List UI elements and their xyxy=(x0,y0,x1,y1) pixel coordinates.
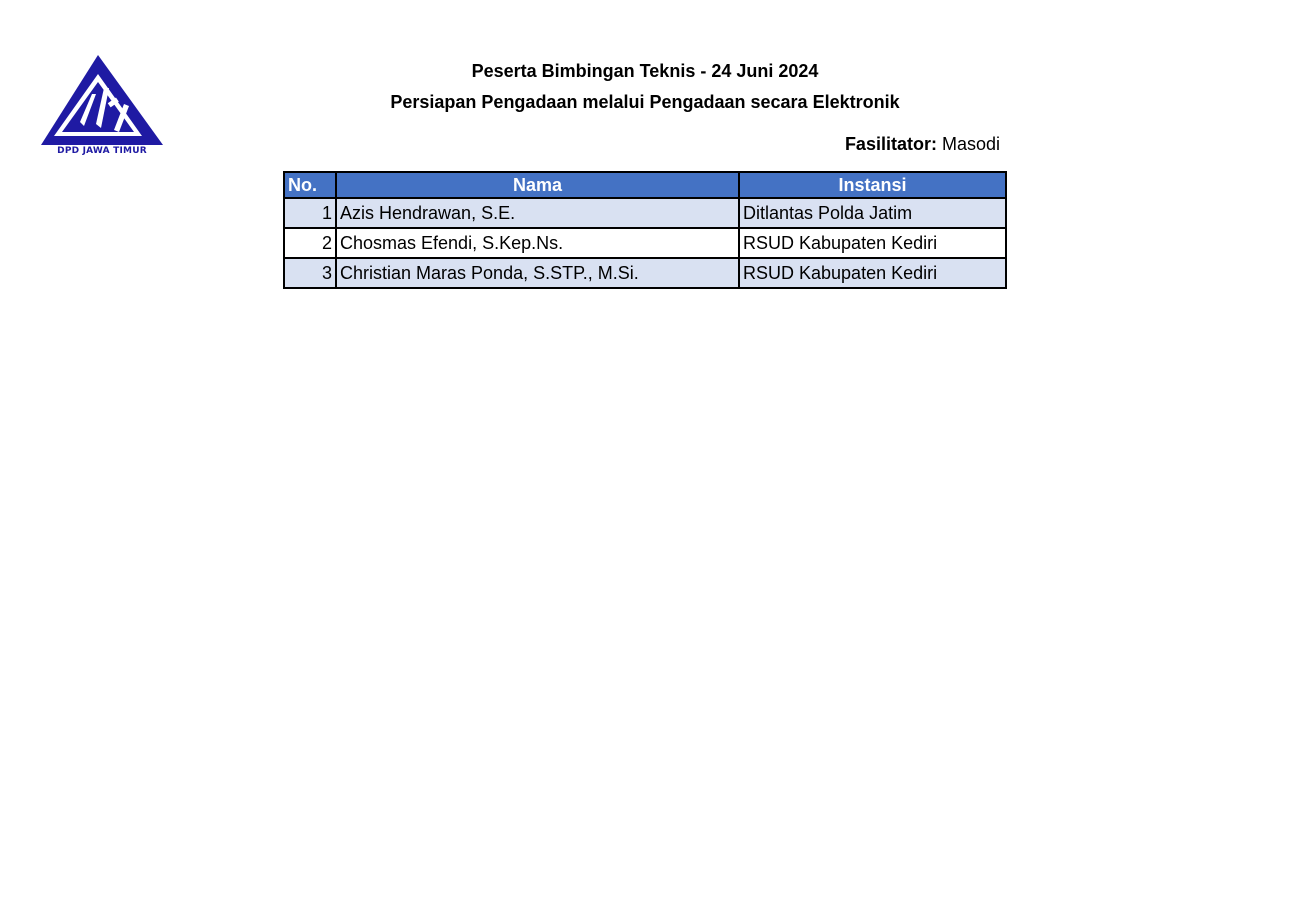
organization-logo xyxy=(36,52,168,160)
column-header-instansi: Instansi xyxy=(739,172,1006,198)
page-title: Peserta Bimbingan Teknis - 24 Juni 2024 xyxy=(471,61,819,81)
table-row xyxy=(284,258,1006,288)
cell-nama: Azis Hendrawan, S.E. xyxy=(336,198,739,228)
cell-nama: Chosmas Efendi, S.Kep.Ns. xyxy=(336,228,739,258)
column-header-nama: Nama xyxy=(336,172,739,198)
logo-caption: DPD JAWA TIMUR xyxy=(57,146,147,156)
facilitator-line xyxy=(740,134,1000,155)
participants-table xyxy=(283,171,1007,289)
cell-nama: Christian Maras Ponda, S.STP., M.Si. xyxy=(336,258,739,288)
cell-instansi: RSUD Kabupaten Kediri xyxy=(739,258,1006,288)
page-subtitle: Persiapan Pengadaan melalui Pengadaan secara Elektronik xyxy=(390,92,900,112)
cell-no: 3 xyxy=(284,258,336,288)
cell-instansi: Ditlantas Polda Jatim xyxy=(739,198,1006,228)
cell-no: 1 xyxy=(284,198,336,228)
cell-no: 2 xyxy=(284,228,336,258)
facilitator-name: Masodi xyxy=(941,134,1000,154)
column-header-no: No. xyxy=(284,172,336,198)
logo-emblem-icon xyxy=(36,52,168,148)
table-header-row xyxy=(284,172,1006,198)
table-row xyxy=(284,228,1006,258)
table-row xyxy=(284,198,1006,228)
cell-instansi: RSUD Kabupaten Kediri xyxy=(739,228,1006,258)
facilitator-label: Fasilitator: xyxy=(844,134,937,154)
